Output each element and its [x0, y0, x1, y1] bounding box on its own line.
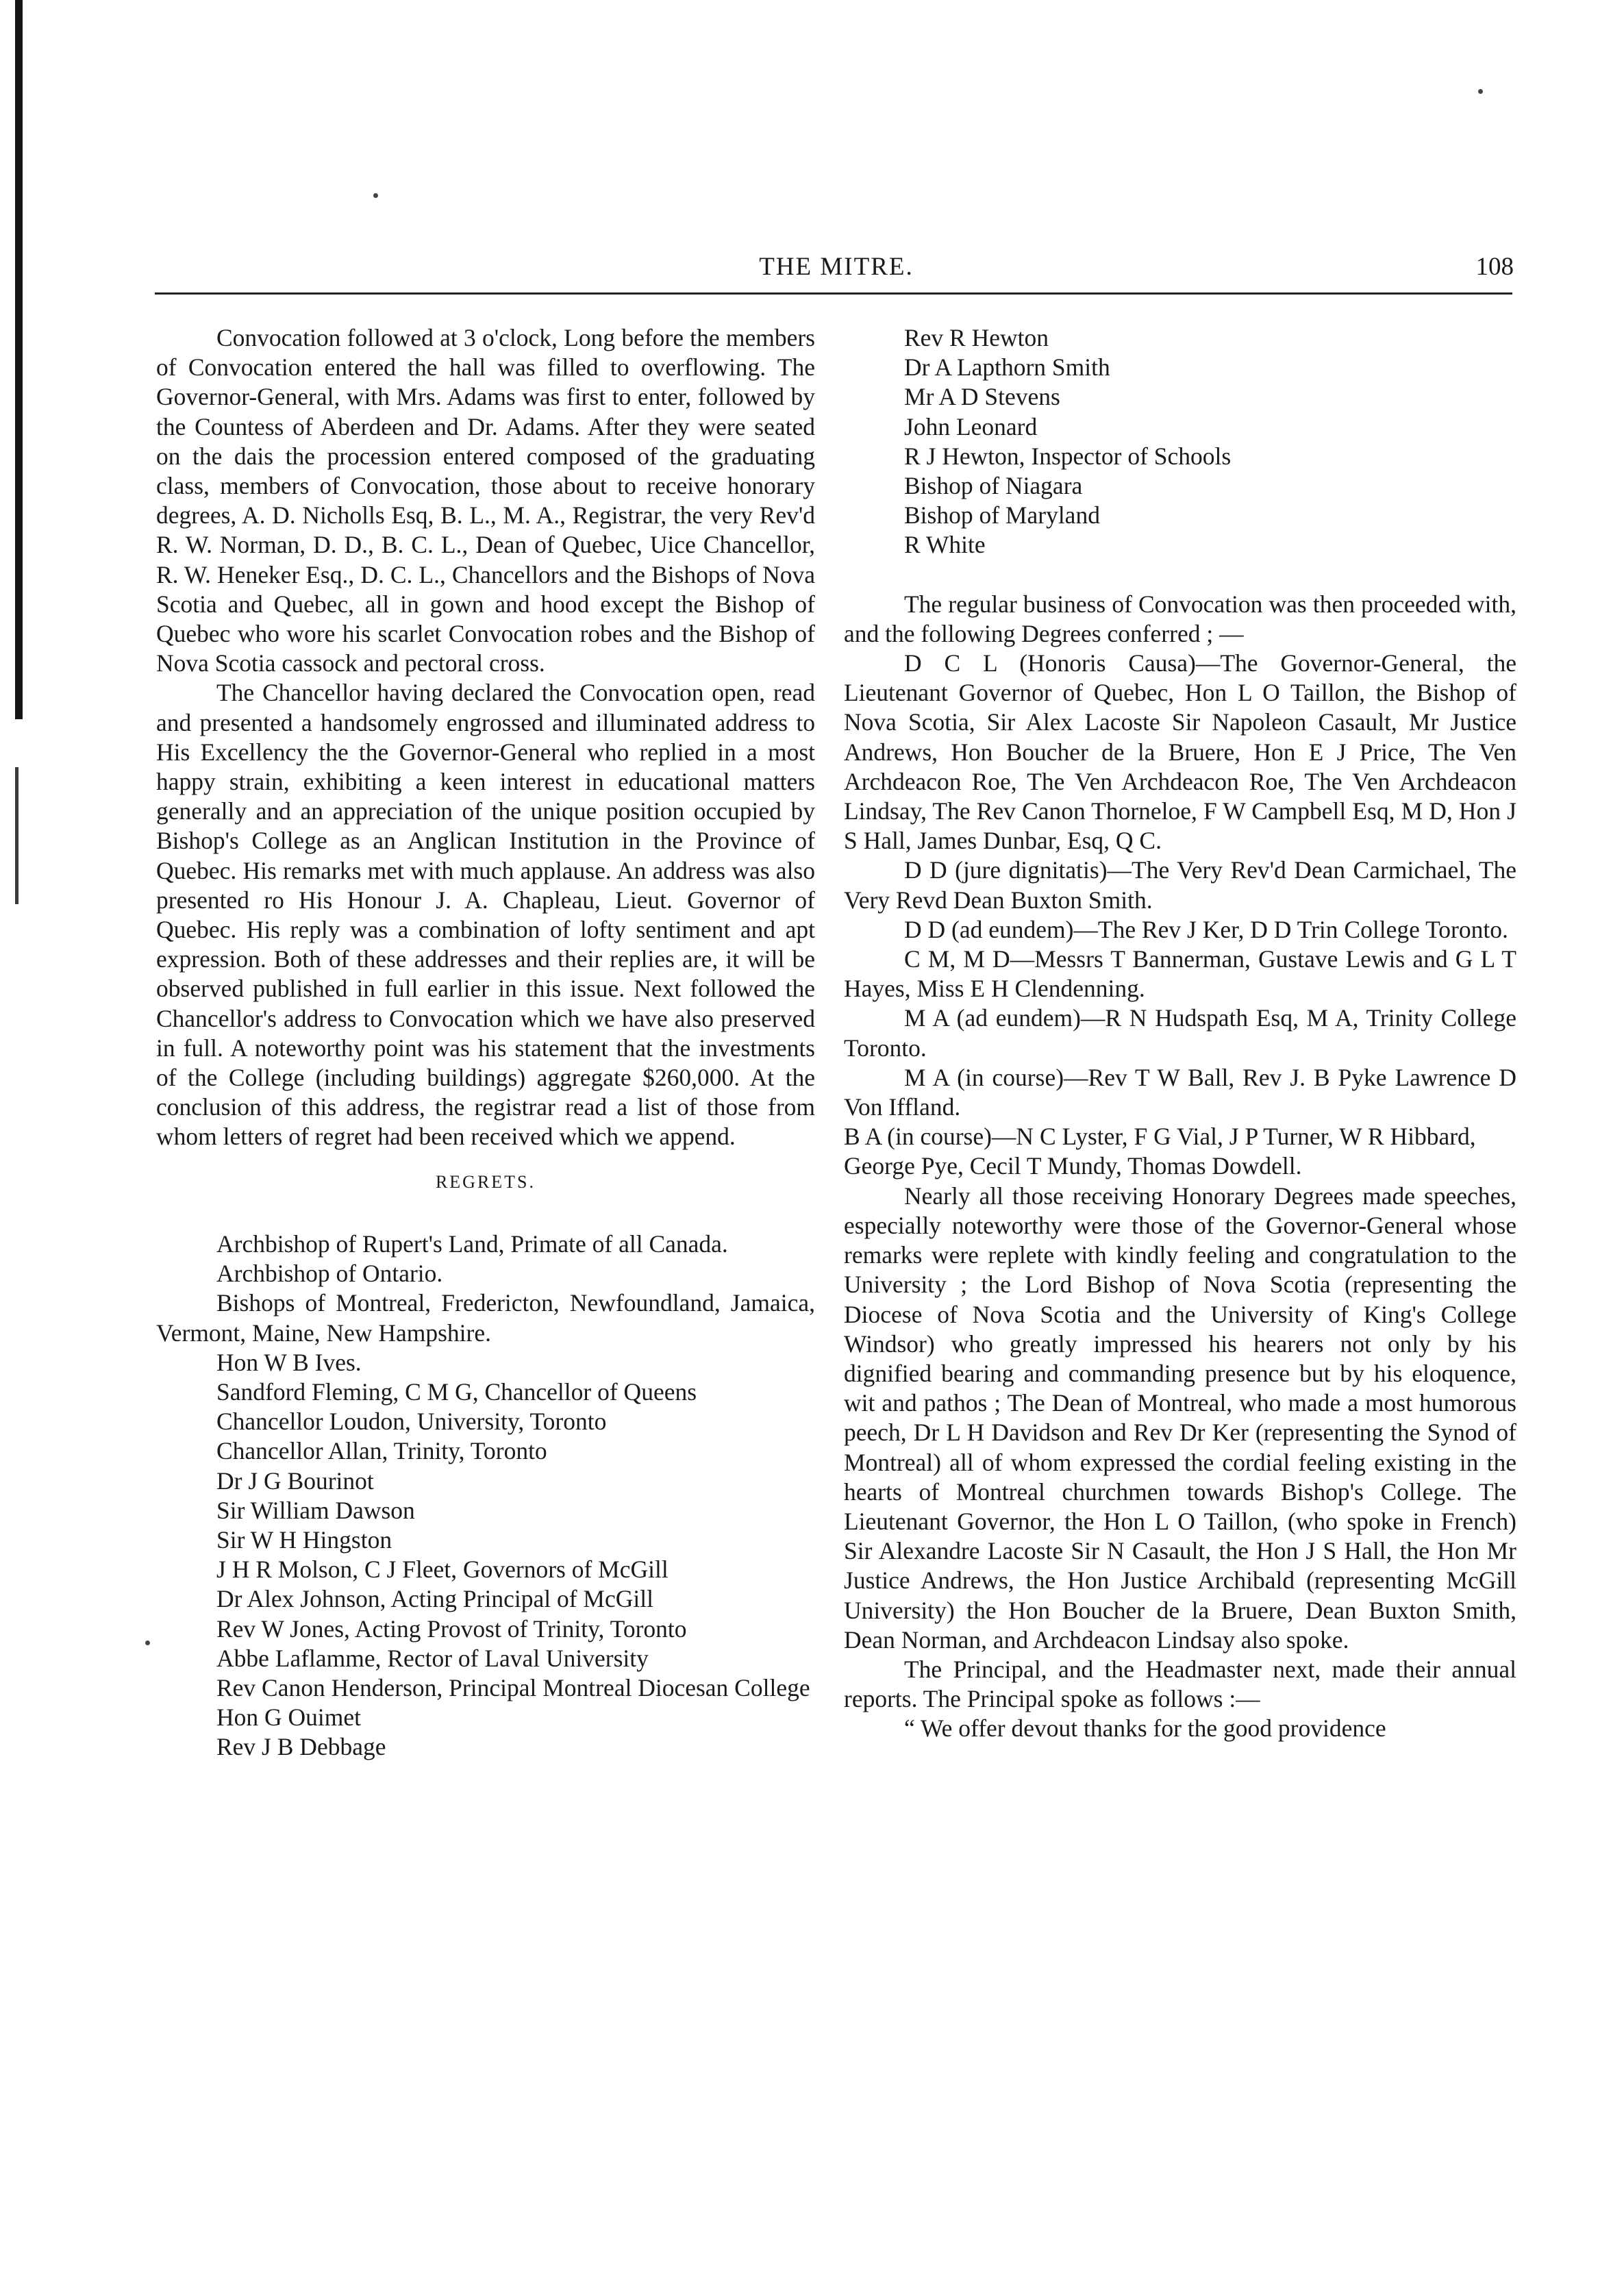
paragraph-business: The regular business of Convocation was then proceeded with, and the following Degrees conferred ; — [844, 590, 1516, 647]
regrets-heading: REGRETS. [435, 1171, 536, 1192]
right-column [844, 323, 1516, 1744]
degree-entry: D D (jure dignitatis)—The Very Rev'd Dean Carmichael, The Very Revd Dean Buxton Smith. [844, 856, 1516, 914]
regret-item: R White [904, 531, 986, 559]
degree-entry: D C L (Honoris Causa)—The Governor-General, the Lieutenant Governor of Quebec, Hon L O Taillon, the Bishop of Nova Scotia, Sir Alex Lacoste Sir Napoleon Casault, Mr Justice Andrews, Hon Boucher de la Bruere, Hon E J Price, The Ven Archdeacon Roe, The Ven Archdeacon Roe, The Ven Archdeacon Lindsay, The Rev Canon Thorneloe, F W Campbell Esq, M D, Hon J S Hall, James Dunbar, Esq, Q C. [844, 649, 1516, 855]
regret-item: Sir W H Hingston [216, 1525, 392, 1553]
page-number: 108 [1475, 253, 1514, 281]
regret-item: Rev Canon Henderson, Principal Montreal Diocesan College [216, 1673, 810, 1701]
paragraph-speeches: Nearly all those receiving Honorary Degrees made speeches, especially noteworthy were those of the Governor-General whose remarks were replete with kindly feeling and congratulation to the University ; the Lord Bishop of Nova Scotia (representing the Diocese of Nova Scotia and the University of King's College Windsor) who greatly impressed his hearers not only by his dignified bearing and commanding presence but by his eloquence, wit and pathos ; The Dean of Montreal, who made a most humorous peech, Dr L H Davidson and Rev Dr Ker (representing the Synod of Montreal) all of whom expressed the cordial feeling existing in the hearts of Montreal churchmen towards Bishop's College. The Lieutenant Governor, the Hon L O Taillon, (who spoke in French) Sir Alexandre Lacoste Sir N Casault, the Hon J S Hall, the Hon Mr Justice Andrews, the Hon Justice Archibald (representing McGill University) the Hon Boucher de la Bruere, Dean Buxton Smith, Dean Norman, and Archdeacon Lindsay also spoke. [844, 1182, 1516, 1654]
page-edge-mark-lower [15, 767, 18, 904]
regret-item: Archbishop of Rupert's Land, Primate of all Canada. [216, 1230, 728, 1258]
journal-title: THE MITRE. [759, 253, 914, 281]
degree-entry: M A (ad eundem)—R N Hudspath Esq, M A, Trinity College Toronto. [844, 1004, 1516, 1062]
regret-item: Abbe Laflamme, Rector of Laval University [216, 1644, 649, 1672]
paragraph-principal: The Principal, and the Headmaster next, made their annual reports. The Principal spoke as follows :— [844, 1655, 1516, 1713]
regret-item: Archbishop of Ontario. [216, 1260, 443, 1288]
page-header [159, 252, 1514, 293]
regret-item: Sir William Dawson [216, 1496, 415, 1524]
degree-entry: D D (ad eundem)—The Rev J Ker, D D Trin College Toronto. [904, 915, 1508, 943]
regret-item: Sandford Fleming, C M G, Chancellor of Queens [216, 1377, 697, 1406]
column-spacer [844, 560, 1516, 590]
regret-item: Mr A D Stevens [904, 383, 1060, 411]
paragraph-quote: “ We offer devout thanks for the good providence [904, 1714, 1386, 1743]
regret-item: Bishops of Montreal, Fredericton, Newfoundland, Jamaica, Vermont, Maine, New Hampshire. [156, 1289, 815, 1347]
regret-item: John Leonard [904, 412, 1038, 440]
paragraph-chancellor: The Chancellor having declared the Convocation open, read and presented a handsomely engrossed and illuminated address to His Excellency the the Governor-General who replied in a most happy strain, exhibiting a keen interest in educational matters generally and an appreciation of the unique position occupied by Bishop's College as an Anglican Institution in the Province of Quebec. His remarks met with much applause. An address was also presented ro His Honour J. A. Chapleau, Lieut. Governor of Quebec. His reply was a combination of lofty sentiment and apt expression. Both of these addresses and their replies are, it will be observed published in full earlier in this issue. Next followed the Chancellor's address to Convocation which we have also preserved in full. A noteworthy point was his statement that the investments of the College (including buildings) aggregate $260,000. At the conclusion of this address, the registrar read a list of those from whom letters of regret had been received which we append. [156, 679, 815, 1151]
regret-item: R J Hewton, Inspector of Schools [904, 442, 1232, 470]
regret-item: Rev J B Debbage [216, 1733, 386, 1761]
regret-item: Dr A Lapthorn Smith [904, 353, 1110, 382]
print-speck [1478, 89, 1483, 94]
degree-entry-ba: B A (in course)—N C Lyster, F G Vial, J P Turner, W R Hibbard, George Pye, Cecil T Mundy, Thomas Dowdell. [844, 1123, 1476, 1180]
regret-item: Rev W Jones, Acting Provost of Trinity, Toronto [216, 1614, 687, 1643]
regret-item: Dr Alex Johnson, Acting Principal of McGill [216, 1585, 653, 1613]
regret-item: Chancellor Allan, Trinity, Toronto [216, 1437, 547, 1465]
regret-item: Chancellor Loudon, University, Toronto [216, 1408, 607, 1436]
regret-item: Rev R Hewton [904, 324, 1049, 351]
left-column [156, 323, 815, 1762]
paragraph-convocation: Convocation followed at 3 o'clock, Long before the members of Convocation entered the hall was filled to overflowing. The Governor-General, with Mrs. Adams was first to enter, followed by the Countess of Aberdeen and Dr. Adams. After they were seated on the dais the procession entered composed of the graduating class, members of Convocation, those about to receive honorary degrees, A. D. Nicholls Esq, B. L., M. A., Registrar, the very Rev'd R. W. Norman, D. D., B. C. L., Dean of Quebec, Uice Chancellor, R. W. Heneker Esq., D. C. L., Chancellors and the Bishops of Nova Scotia and Quebec, all in gown and hood except the Bishop of Quebec who wore his scarlet Convocation robes and the Bishop of Nova Scotia cassock and pectoral cross. [156, 324, 815, 677]
regret-item: Bishop of Maryland [904, 501, 1100, 529]
regret-item: J H R Molson, C J Fleet, Governors of McGill [216, 1556, 669, 1584]
degree-entry: C M, M D—Messrs T Bannerman, Gustave Lewis and G L T Hayes, Miss E H Clendenning. [844, 945, 1516, 1003]
regret-item: Hon W B Ives. [216, 1348, 362, 1376]
degree-entry: M A (in course)—Rev T W Ball, Rev J. B Pyke Lawrence D Von Iffland. [844, 1063, 1516, 1121]
print-speck [373, 193, 378, 198]
print-speck [145, 1640, 150, 1645]
page-edge-mark [15, 0, 23, 719]
regret-item: Bishop of Niagara [904, 472, 1083, 500]
header-rule [155, 292, 1512, 295]
regret-item: Dr J G Bourinot [216, 1467, 374, 1495]
regret-item: Hon G Ouimet [216, 1704, 362, 1732]
